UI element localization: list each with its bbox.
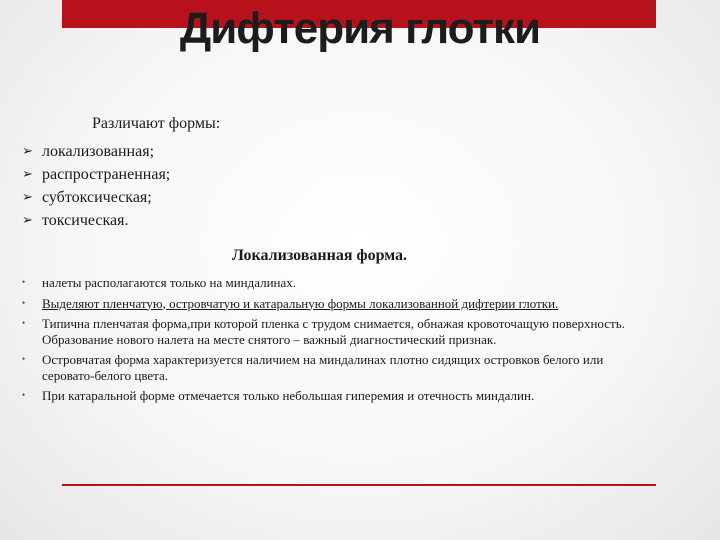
slide-title: Дифтерия глотки xyxy=(179,4,541,53)
arrow-bullet-icon: ➢ xyxy=(22,190,33,205)
intro-text: Различают формы: xyxy=(92,115,221,132)
list-item: • налеты располагаются только на миндалинах. xyxy=(22,275,297,290)
details-list xyxy=(22,275,642,409)
list-item: • При катаральной форме отмечается только небольшая гиперемия и отечность миндалин. xyxy=(22,388,535,403)
list-item: • Выделяют пленчатую, островчатую и катаральную формы локализованной дифтерии глотки. xyxy=(22,295,559,311)
bottom-divider xyxy=(62,484,656,486)
bullet-dot-icon: • xyxy=(22,354,26,364)
section-subheading: Локализованная форма. xyxy=(232,247,408,264)
arrow-bullet-icon: ➢ xyxy=(22,167,33,182)
list-item: ➢ субтоксическая; xyxy=(22,186,170,209)
list-item: • Островчатая форма характеризуется наличием на миндалинах плотно сидящих островков белого или серовато-белого цвета. xyxy=(22,352,604,383)
bullet-dot-icon: • xyxy=(22,390,26,400)
bullet-dot-icon: • xyxy=(22,318,26,328)
arrow-bullet-icon: ➢ xyxy=(22,213,33,228)
bullet-dot-icon: • xyxy=(22,277,26,287)
bullet-dot-icon: • xyxy=(22,297,26,308)
arrow-bullet-icon: ➢ xyxy=(22,144,33,159)
list-item: ➢ распространенная; xyxy=(22,163,170,186)
list-item: ➢ локализованная; xyxy=(22,140,170,163)
list-item: ➢ токсическая. xyxy=(22,209,170,232)
list-item: • Типична пленчатая форма,при которой пленка с трудом снимается, обнажая кровоточащую поверхность. Образование нового налета на месте снятого – важный диагностический признак. xyxy=(22,316,625,347)
forms-list xyxy=(22,140,170,232)
